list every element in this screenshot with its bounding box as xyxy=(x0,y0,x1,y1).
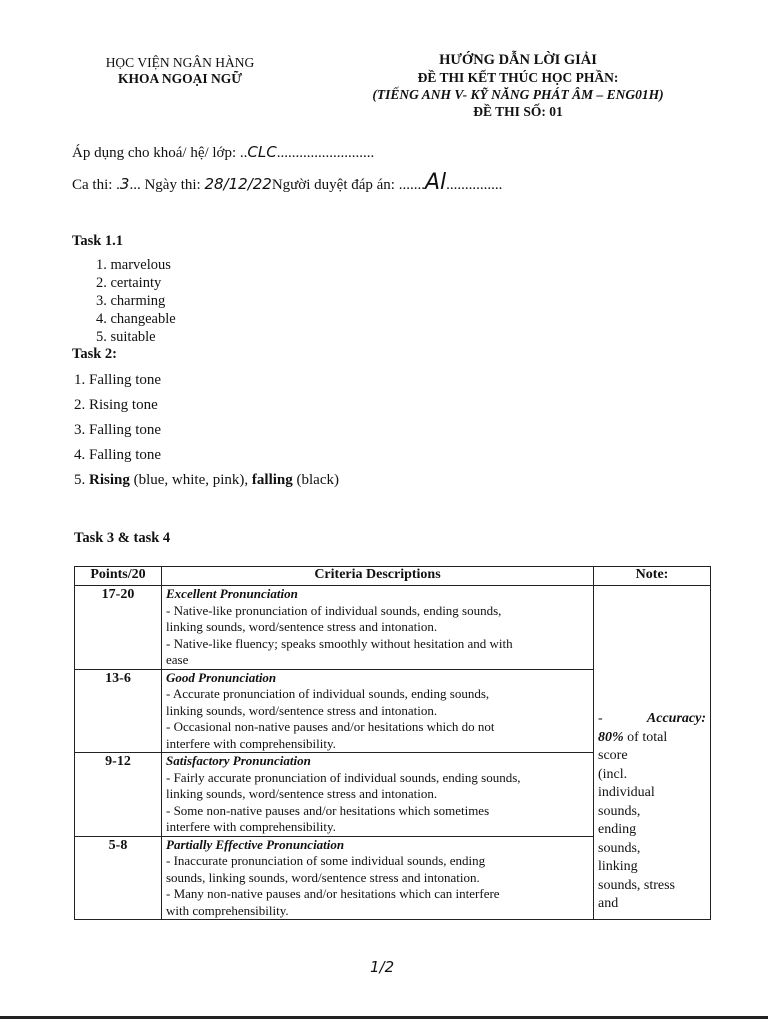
criteria-name: Partially Effective Pronunciation xyxy=(166,836,345,852)
note-accuracy: Accuracy: xyxy=(646,711,706,726)
note-text: of total xyxy=(627,729,668,745)
apply-value: CLC xyxy=(247,143,277,161)
item5-falling: falling xyxy=(251,472,293,488)
item5-number: 5. xyxy=(74,472,89,488)
criteria-line: - Occasional non-native pauses and/or hesitations which do not xyxy=(166,719,495,734)
points-cell: 17-20 xyxy=(75,586,162,670)
criteria-line: - Some non-native pauses and/or hesitations which sometimes xyxy=(166,802,490,818)
criteria-line: linking sounds, word/sentence stress and intonation. xyxy=(166,702,438,718)
criteria-line: - Many non-native pauses and/or hesitations which can interfere xyxy=(166,886,500,901)
note-text: sounds, xyxy=(598,840,641,856)
list-item: 4. Falling tone xyxy=(74,447,162,463)
criteria-cell xyxy=(162,669,594,753)
item5-rising: Rising xyxy=(89,472,130,488)
note-dash: - xyxy=(598,711,603,726)
criteria-line: - Inaccurate pronunciation of some individual sounds, ending xyxy=(166,853,486,868)
note-cell xyxy=(594,586,711,920)
list-item: 2. certainty xyxy=(96,275,162,291)
signature: Al xyxy=(424,170,447,195)
note-text: score xyxy=(598,748,628,763)
document-header xyxy=(318,52,718,120)
criteria-line: linking sounds, word/sentence stress and intonation. xyxy=(166,619,438,634)
task2-list xyxy=(74,368,339,493)
criteria-line: sounds, linking sounds, word/sentence stress and intonation. xyxy=(166,869,480,885)
note-text: linking xyxy=(598,859,638,874)
criteria-name: Satisfactory Pronunciation xyxy=(166,753,311,768)
note-text: individual xyxy=(598,785,655,800)
date-label: ... Ngày thi: xyxy=(129,177,205,193)
item5-mid: (blue, white, pink), xyxy=(129,472,252,488)
exam-line: ĐỀ THI KẾT THÚC HỌC PHẦN: xyxy=(417,70,619,85)
list-item: 5. suitable xyxy=(96,329,156,345)
note-percent: 80% xyxy=(598,729,624,745)
apply-line xyxy=(72,143,374,162)
criteria-line: - Fairly accurate pronunciation of individual sounds, ending sounds, xyxy=(166,769,521,785)
criteria-cell xyxy=(162,836,594,920)
criteria-line: interfere with comprehensibility. xyxy=(166,819,336,834)
bottom-edge-rule xyxy=(0,1016,768,1019)
criteria-line: linking sounds, word/sentence stress and intonation. xyxy=(166,786,438,801)
list-item: 2. Rising tone xyxy=(74,397,158,413)
list-item: 3. charming xyxy=(96,293,166,309)
note-text: ending xyxy=(598,822,637,837)
points-cell: 13-6 xyxy=(75,669,162,753)
list-item xyxy=(74,468,339,493)
criteria-cell xyxy=(162,586,594,670)
list-item: 1. Falling tone xyxy=(74,372,162,388)
list-item: 4. changeable xyxy=(96,311,176,327)
points-cell: 9-12 xyxy=(75,753,162,837)
document-title: HƯỚNG DẪN LỜI GIẢI xyxy=(439,52,597,68)
points-header: Points/20 xyxy=(75,567,162,586)
faculty-name: KHOA NGOẠI NGỮ xyxy=(117,71,242,86)
task2-title: Task 2: xyxy=(72,346,118,362)
note-text: sounds, xyxy=(598,803,641,819)
institution-header xyxy=(80,55,280,87)
date-value: 28/12/22 xyxy=(204,175,272,193)
criteria-table xyxy=(74,566,711,920)
criteria-cell xyxy=(162,753,594,837)
apply-label: Áp dụng cho khoá/ hệ/ lớp: .. xyxy=(72,145,248,161)
page-number: 1/2 xyxy=(370,958,395,976)
course-line: (TIẾNG ANH V- KỸ NĂNG PHÁT ÂM – ENG01H) xyxy=(372,87,664,102)
note-text: and xyxy=(598,896,619,911)
table-row xyxy=(75,586,711,670)
task1-list xyxy=(96,256,176,346)
criteria-line: - Native-like fluency; speaks smoothly without hesitation and with xyxy=(166,635,513,651)
criteria-line: - Accurate pronunciation of individual sounds, ending sounds, xyxy=(166,686,490,701)
item5-end: (black) xyxy=(292,472,339,488)
criteria-line: with comprehensibility. xyxy=(166,902,289,918)
shift-line xyxy=(72,170,502,195)
approver-label: Người duyệt đáp án: ....... xyxy=(271,177,425,193)
criteria-name: Excellent Pronunciation xyxy=(166,586,298,601)
note-text: sounds, stress xyxy=(598,877,676,893)
points-cell: 5-8 xyxy=(75,836,162,920)
note-percent-line xyxy=(598,729,706,748)
note-text: (incl. xyxy=(598,766,628,782)
note-accuracy-line xyxy=(598,710,706,729)
institution-name: HỌC VIỆN NGÂN HÀNG xyxy=(105,55,255,70)
shift-label: Ca thi: . xyxy=(72,177,120,193)
exam-number: ĐỀ THI SỐ: 01 xyxy=(473,104,563,119)
apply-dots: .......................... xyxy=(276,145,375,161)
criteria-header: Criteria Descriptions xyxy=(162,567,594,586)
list-item: 3. Falling tone xyxy=(74,422,162,438)
criteria-line: - Native-like pronunciation of individual sounds, ending sounds, xyxy=(166,602,502,618)
task1-title: Task 1.1 xyxy=(72,233,124,249)
criteria-line: interfere with comprehensibility. xyxy=(166,735,336,751)
criteria-name: Good Pronunciation xyxy=(166,669,277,685)
criteria-line: ease xyxy=(166,652,189,667)
shift-value: 3 xyxy=(119,175,130,193)
list-item: 1. marvelous xyxy=(96,257,171,273)
table-header-row xyxy=(75,567,711,586)
approver-dots: ............... xyxy=(446,177,503,193)
note-header: Note: xyxy=(594,567,711,586)
task34-title: Task 3 & task 4 xyxy=(74,530,171,546)
